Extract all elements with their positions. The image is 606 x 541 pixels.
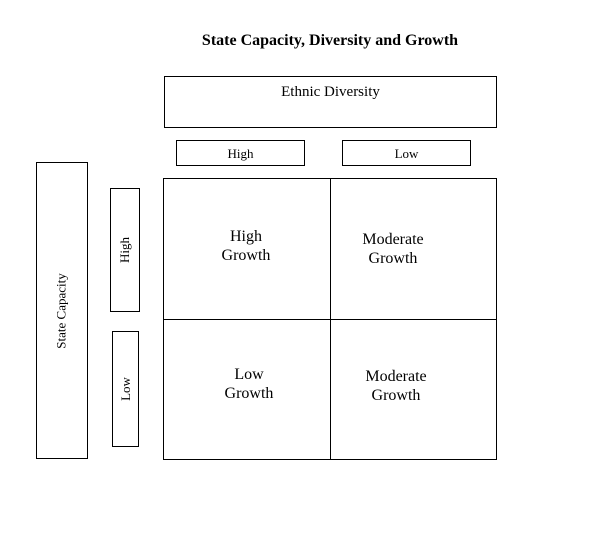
- column-label-high: [176, 140, 305, 166]
- row-label-low: [112, 331, 139, 447]
- cell-high-capacity-low-diversity: Moderate Growth: [362, 231, 424, 267]
- cell-low-capacity-low-diversity: Moderate Growth: [365, 368, 427, 404]
- row-header-label: State Capacity: [54, 272, 70, 349]
- row-label-high-text: High: [117, 237, 132, 263]
- row-header-state-capacity: [36, 162, 88, 459]
- column-header-ethnic-diversity: [164, 76, 497, 128]
- outcome-grid: [163, 178, 497, 460]
- row-label-high: [110, 188, 140, 312]
- cell-low-capacity-high-diversity: Low Growth: [224, 366, 274, 402]
- diagram-title: State Capacity, Diversity and Growth: [201, 32, 459, 49]
- grid-horizontal-divider: [164, 319, 496, 320]
- cell-high-capacity-high-diversity: High Growth: [221, 228, 271, 264]
- column-label-high-text: High: [227, 146, 254, 161]
- column-label-low: [342, 140, 471, 166]
- column-header-label: Ethnic Diversity: [281, 84, 380, 100]
- column-label-low-text: Low: [394, 146, 419, 161]
- row-label-low-text: Low: [117, 377, 133, 401]
